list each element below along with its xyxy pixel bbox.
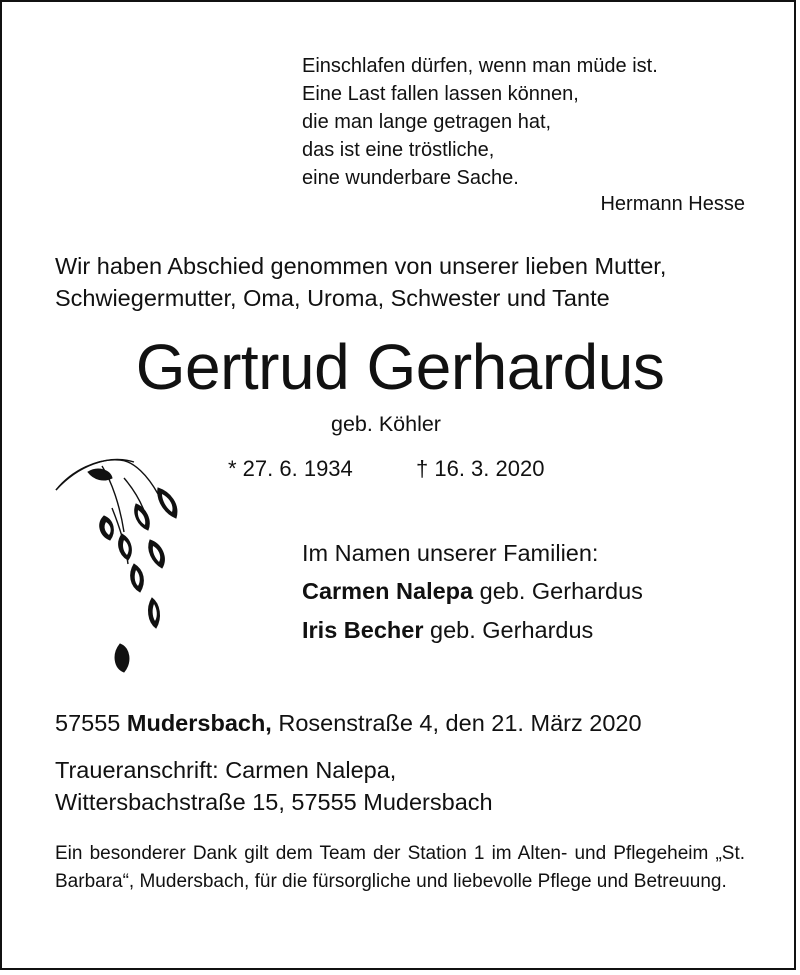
maiden-name: geb. Köhler [331,412,441,436]
family-member-note: geb. Gerhardus [473,578,643,604]
intro-line: Schwiegermutter, Oma, Uroma, Schwester und Tante [55,285,610,311]
address-rest: Rosenstraße 4, den 21. März 2020 [271,710,642,736]
family-member-note: geb. Gerhardus [423,617,594,643]
falling-leaves-illustration [50,448,190,688]
intro-text [55,250,666,314]
family-header: Im Namen unserer Familien: [302,540,599,566]
poem [302,52,658,192]
mourning-address [55,754,493,818]
death-date: † 16. 3. 2020 [416,456,545,481]
deceased-name: Gertrud Gerhardus [135,331,665,403]
birth-date: * 27. 6. 1934 [228,456,353,481]
poem-line: Eine Last fallen lassen können, [302,83,579,105]
mourning-address-line: Traueranschrift: Carmen Nalepa, [55,757,397,783]
address-city: Mudersbach, [126,710,272,736]
poem-line: das ist eine tröstliche, [302,139,495,161]
family-member-name: Iris Becher [302,617,424,643]
poem-line: Einschlafen dürfen, wenn man müde ist. [302,55,658,77]
mourning-address-line: Wittersbachstraße 15, 57555 Mudersbach [55,789,493,815]
address-line [55,710,642,737]
family-member [302,617,593,644]
poem-line: eine wunderbare Sache. [302,167,519,189]
family-member [302,578,643,605]
thanks-note: Ein besonderer Dank gilt dem Team der Station 1 im Alten- und Pflegeheim „St. Barbara“, Mudersbach, für die fürsorgliche und liebevolle Pflege und Betreuung. [55,843,745,892]
family-member-name: Carmen Nalepa [302,578,474,604]
poem-line: die man lange getragen hat, [302,111,552,133]
intro-line: Wir haben Abschied genommen von unserer lieben Mutter, [55,253,667,279]
poem-author: Hermann Hesse [600,193,745,215]
address-zip: 57555 [55,710,127,736]
